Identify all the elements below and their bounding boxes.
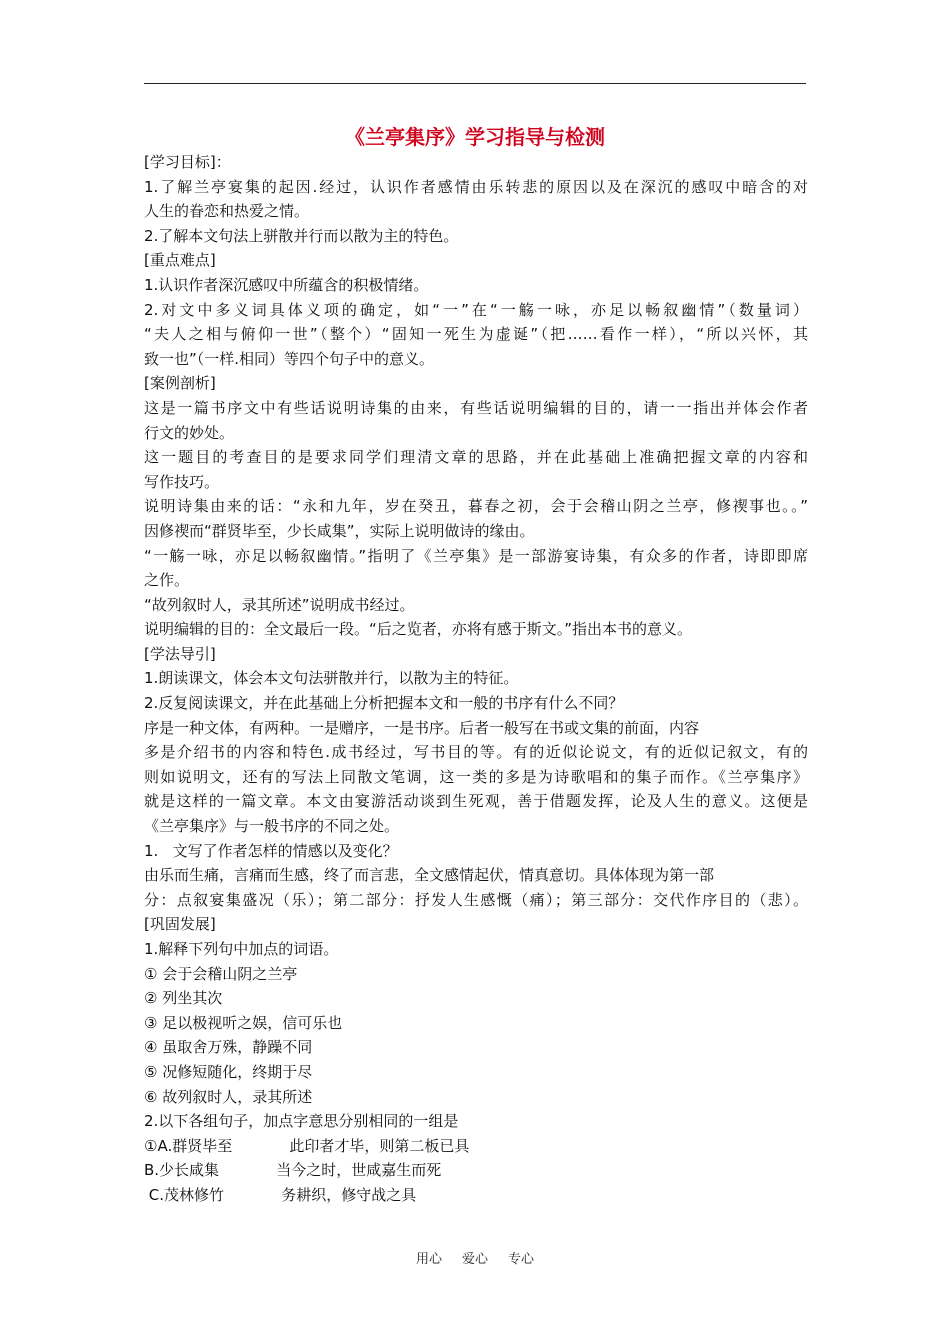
text-line: 1. 文写了作者怎样的情感以及变化？ xyxy=(144,841,398,860)
text-line: 说明诗集由来的话：“永和九年，岁在癸丑，暮春之初，会于会稽山阴之兰亭，修禊事也。。” xyxy=(144,497,808,516)
footer-left: 用心 xyxy=(415,1252,442,1267)
text-line: 分：点叙宴集盛况（乐）；第二部分：抒发人生感慨（痛）；第三部分：交代作序目的（悲）。 xyxy=(144,890,808,909)
text-line: 人生的眷恋和热爱之情。 xyxy=(144,202,310,221)
text-line: 因修禊而“群贤毕至，少长咸集”，实际上说明做诗的缘由。 xyxy=(144,521,535,540)
text-line: 2.对文中多义词具体义项的确定，如“一”在“一觞一咏，亦足以畅叙幽情”（数量词） xyxy=(144,300,808,319)
text-line: 行文的妙处。 xyxy=(144,423,235,442)
text-line: [重点难点] xyxy=(144,251,216,270)
top-rule xyxy=(144,83,806,84)
text-line: 1.解释下列句中加点的词语。 xyxy=(144,940,339,958)
list-item: ① 会于会稽山阴之兰亭 xyxy=(144,964,298,983)
page-footer xyxy=(0,1248,950,1267)
text-line: 就是这样的一篇文章。本文由宴游活动谈到生死观，善于借题发挥，论及人生的意义。这便是 xyxy=(144,792,808,811)
list-item: C.茂林修竹 务耕织，修守战之具 xyxy=(144,1185,417,1204)
list-item: ⑥ 故列叙时人，录其所述 xyxy=(144,1087,313,1106)
text-line: 《兰亭集序》与一般书序的不同之处。 xyxy=(144,817,400,836)
text-line: 2.了解本文句法上骈散并行而以散为主的特色。 xyxy=(144,226,459,245)
text-line: 1.认识作者深沉感叹中所蕴含的积极情绪。 xyxy=(144,275,429,294)
text-line: [学习目标]： xyxy=(144,153,231,171)
text-line: 1.朗读课文，体会本文句法骈散并行，以散为主的特征。 xyxy=(144,669,519,688)
text-line: 则如说明文，还有的写法上同散文笔调，这一类的多是为诗歌唱和的集子而作。《兰亭集序》 xyxy=(144,767,808,786)
text-line: 这是一篇书序文中有些话说明诗集的由来，有些话说明编辑的目的，请一一指出并体会作者 xyxy=(144,398,808,417)
list-item: ⑤ 况修短随化，终期于尽 xyxy=(144,1062,313,1081)
text-line: 2.反复阅读课文，并在此基础上分析把握本文和一般的书序有什么不同？ xyxy=(144,694,624,713)
text-line: 之作。 xyxy=(144,571,190,590)
text-line: [学法导引] xyxy=(144,644,216,663)
list-item: ③ 足以极视听之娱，信可乐也 xyxy=(144,1013,343,1032)
text-line: 2.以下各组句子，加点字意思分别相同的一组是 xyxy=(144,1112,459,1131)
text-line: [巩固发展] xyxy=(144,915,216,934)
text-line: 由乐而生痛，言痛而生感，终了而言悲，全文感情起伏，情真意切。具体体现为第一部 xyxy=(144,866,715,885)
text-line: “一觞一咏，亦足以畅叙幽情。”指明了《兰亭集》是一部游宴诗集，有众多的作者，诗即即席 xyxy=(144,546,808,565)
text-line: 说明编辑的目的：全文最后一段。“后之览者，亦将有感于斯文。”指出本书的意义。 xyxy=(144,620,693,639)
text-line: 致一也”（一样.相同）等四个句子中的意义。 xyxy=(144,349,435,368)
list-item: B.少长咸集 当今之时，世咸嘉生而死 xyxy=(144,1161,442,1180)
list-item: ② 列坐其次 xyxy=(144,989,223,1008)
text-line: “故列叙时人，录其所述”说明成书经过。 xyxy=(144,595,415,614)
footer-middle: 爱心 xyxy=(461,1252,488,1267)
list-item: ①A.群贤毕至 此印者才毕，则第二板已具 xyxy=(144,1136,470,1155)
document-body xyxy=(144,150,808,1208)
document-title: 《兰亭集序》学习指导与检测 xyxy=(345,125,605,149)
text-line: 序是一种文体，有两种。一是赠序，一是书序。后者一般写在书或文集的前面，内容 xyxy=(144,718,700,737)
text-line: 1.了解兰亭宴集的起因.经过，认识作者感情由乐转悲的原因以及在深沉的感叹中暗含的对 xyxy=(144,177,808,196)
text-line: [案例剖析] xyxy=(144,374,216,393)
list-item: ④ 虽取舍万殊，静躁不同 xyxy=(144,1038,313,1057)
text-line: 这一题目的考查目的是要求同学们理清文章的思路，并在此基础上准确把握文章的内容和 xyxy=(144,448,808,467)
footer-right: 专心 xyxy=(508,1252,535,1267)
text-line: 写作技巧。 xyxy=(144,472,220,491)
text-line: “夫人之相与俯仰一世”（整个）“固知一死生为虚诞”（把……看作一样），“所以兴怀，其 xyxy=(144,325,808,344)
text-line: 多是介绍书的内容和特色.成书经过，写书目的等。有的近似论说文，有的近似记叙文，有的 xyxy=(144,743,808,762)
